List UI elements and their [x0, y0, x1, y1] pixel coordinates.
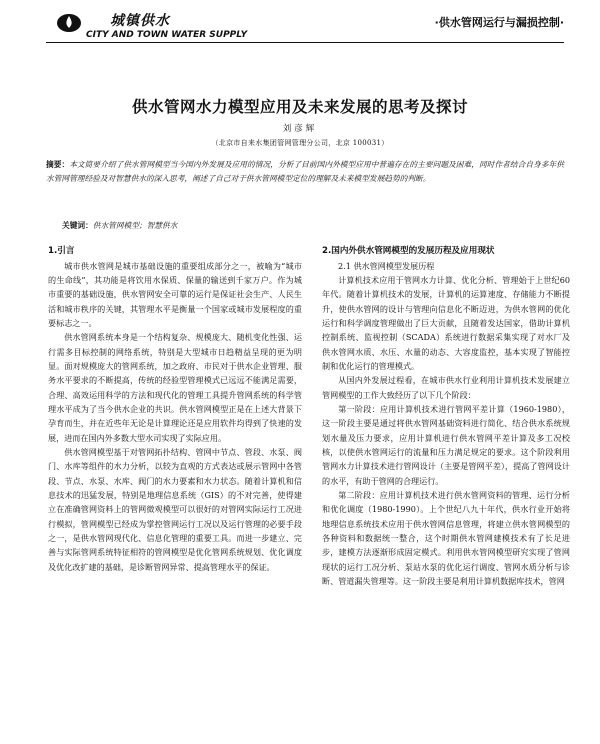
header-divider: [46, 42, 564, 43]
paragraph: 供水管网系统本身是一个结构复杂、规模庞大、随机变化性强、运行需多目标控制的网络系统，特别是大型城市日趋精益呈现的更为明显。面对规模庞大的管网系统，加之政府、市民对于供水企业管理、服务水平要求的不断提高，传统的经验型管理模式已远远不能满足需要，合理、高效运用科学的方法和现代化的管理工具提升管网系统的科学管理水平成为了当今供水企业的共识。供水管网模型正是在上述大背景下孕育而生，并在近些年无论是计算理论还是应用软件均得到了快速的发展，进而在国内外多数大型水司实现了实际应用。: [48, 332, 302, 443]
keywords: [62, 220, 177, 231]
paragraph: 从国内外发展过程看，在城市供水行业利用计算机技术发展建立管网模型的工作大致经历了以下几个阶段：: [322, 375, 570, 400]
keywords-label: 关键词：: [62, 221, 93, 230]
section-tag: ·供水管网运行与漏损控制·: [434, 16, 564, 29]
section-heading-introduction: 1.引言: [48, 246, 75, 256]
article-author: 刘彦辉: [282, 124, 318, 134]
right-column: [322, 244, 570, 588]
paragraph: 计算机技术应用于管网水力计算、优化分析、管理始于上世纪60年代。随着计算机技术的发展，计算机的运算速度、存储能力不断提升，使供水管网的设计与管理向信息化不断迈进，为供水管网的优化运行和科学调度管理做出了巨大贡献，且随着发达国家，借助计算机控制系统、监视控制（SCADA）系统进行数据采集实现了对水厂及供水管网水质、水压、水量的动态、大容度监控，基本实现了智能控制和优化运行的管理模式。: [322, 274, 570, 371]
journal-logo: [56, 10, 248, 46]
author-affiliation: （北京市自来水集团管网管理分公司，北京 100031）: [211, 139, 389, 147]
subsection-heading-history: 2.1 供水管网模型发展历程: [338, 260, 435, 271]
left-column: [48, 244, 302, 574]
journal-name-cn: 城镇供水: [110, 13, 170, 29]
paragraph: 供水管网模型基于对管网拓扑结构、管网中节点、管段、水泵、阀门、水库等组件的水力分析，以较为直观的方式表达或展示管网中各管段、节点、水泵、水库、阀门的水力要素和水力状态。随着计算机和信息技术的迅猛发展，特别是地理信息系统（GIS）的不对完善，使得建立在准确管网资料上的管网微观模型可以很好的对管网实际运行工况进行模拟，管网模型已经成为掌控管网运行工况以及运行管理的必要手段之一，是供水管网现代化、信息化管理的重要工具。而进一步建立、完善与实际管网系统特征相符的管网模型是优化管网系统规划、优化调度及优化改扩建的基础，是诊断管网异常、提高管理水平的保证。: [48, 446, 302, 572]
paragraph: 城市供水管网是城市基础设施的重要组成部分之一，被喻为“城市的生命线”，其功能是将饮用水保质、保量的输送到千家万户。作为城市重要的基础设施，供水管网安全可靠的运行是保证社会生产、人民生活和城市秩序的关键，其管理水平是衡量一个国家或城市发展程度的重要标志之一。: [48, 260, 302, 328]
paragraph: 第二阶段：应用计算机技术进行供水管网资料的管理、运行分析和优化调度（1980-1990）。上个世纪八九十年代，供水行业开始将地理信息系统技术应用于供水管网信息管理，将建立供水管网模型的各种资料和数据统一整合，这个时期供水管网建模技术有了长足进步，建模方法逐渐形成固定模式。利用供水管网模型研究实现了管网现状的运行工况分析、泵站水泵的优化运行调度、管网水质分析与诊断、管道漏失管理等。这一阶段主要是利用计算机数据库技术，管网: [322, 490, 570, 587]
keywords-text: 供水管网模型；智慧供水: [92, 221, 178, 230]
abstract: [46, 158, 564, 187]
article-title: 供水管网水力模型应用及未来发展的思考及探讨: [131, 98, 468, 116]
abstract-label: 摘要：: [46, 160, 70, 169]
paragraph: 第一阶段：应用计算机技术进行管网平差计算（1960-1980），这一阶段主要是通过将供水管网基础资料进行简化、结合供水系统规划水量及压力要求，应用计算机进行供水管网平差计算及多工况校核，以使供水管网运行的流量和压力满足规定的要求。这个阶段利用管网水力计算技术进行管网设计（主要是管网平差），提高了管网设计的水平，有助于管网的合理运行。: [322, 403, 570, 486]
water-drop-icon: [56, 12, 82, 34]
abstract-text: 本文简要介绍了供水管网模型当今国内外发展及应用的情况，分析了目前国内外模型应用中普遍存在的主要问题及困难，同时作者结合自身多年供水管网管理经验及对智慧供水的深入思考，阐述了自己对于供水管网模型定位的理解及未来模型发展趋势的判断。: [46, 160, 564, 184]
section-heading-development: 2.国内外供水管网模型的发展历程及应用现状: [322, 246, 495, 256]
journal-name-en: CITY AND TOWN WATER SUPPLY: [86, 30, 248, 40]
